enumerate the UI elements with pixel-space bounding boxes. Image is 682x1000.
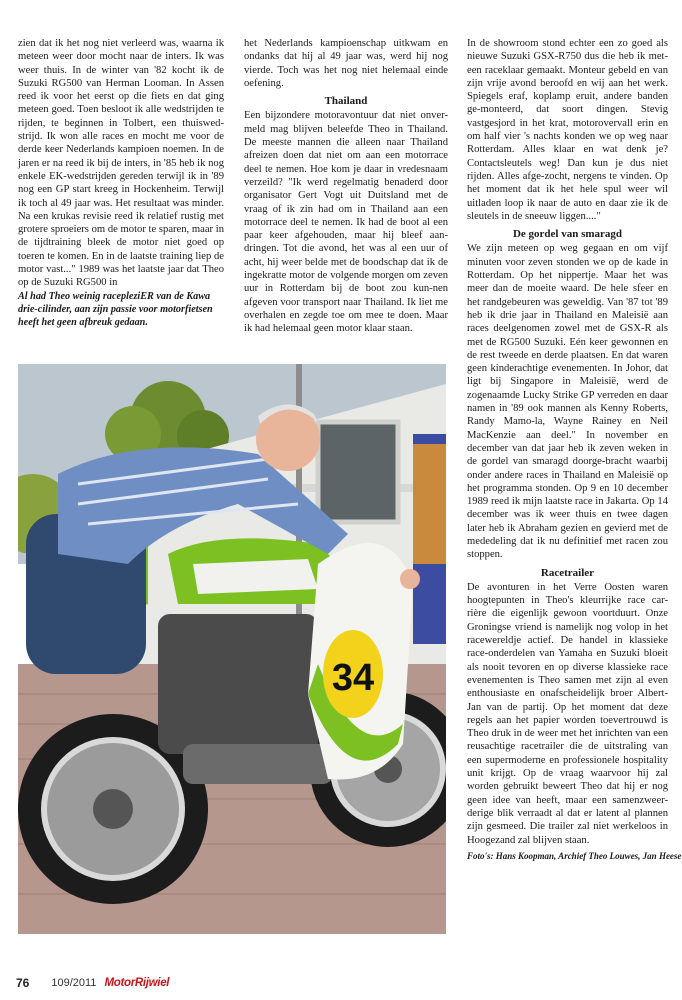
section-heading-thailand: Thailand [324,95,368,108]
body-paragraph: Een bijzondere motoravontuur dat niet onver-meld mag blijven beleefde Theo in Thailand. De meeste mannen die alleen naar Thailand afreizen doen dat niet om aan een motorrace deel te nemen. Hoe kom je daar in vredesnaam verzeild? "Ik werd regelmatig benaderd door organisator Gert Vogt uit Duitsland met de vraag of ik zin had om in Thailand aan een motorrace deel te nemen. Ik had de boot al een paar keer afgehouden, maar hij bleef aan-dringen. Tot die avond, het was al een uur of acht, hij weer belde met de boodschap dat ik de ingekratte motor de volgende morgen om zeven uur in Rotterdam bij de boot zou kun-nen afgeven voor transport naar Thailand. Ik liet me overhalen en zegde toe om mee te doen. Maar ik had helemaal geen motor klaar staan. [244,110,448,335]
race-number: 34 [331,657,375,699]
page-number: 76 [16,976,30,990]
body-paragraph: De avonturen in het Verre Oosten waren hoogtepunten in Theo's kleurrijke race car-rière die eigenlijk gewoon voortduurt. Onze Groningse vriend is namelijk nog volop in het racewereldje actief. De handel in klassieke race-onderdelen van Yamaha en Suzuki bloeit als nooit tevoren en op diverse klassieke race evenementen is Theo samen met zijn al even enthousiaste en onafscheidelijk broer Albert-Jan van de partij. Op het moment dat deze regels aan het papier worden toevertrouwd is Theo druk in de weer met het inrichten van een reusachtige racetrailer die de uitstraling van een supermoderne en professionele hospitality unit krijgt. Op de vraag waarvoor hij zal worden gebruikt beweert Theo dat hij er nog geen idee van heeft, maar een samenzweer-derige blik verraadt al dat er latent al plannen zijn gesmeed. Die trailer zal niet werkeloos in Hoogezand zal blijven staan. [467,581,668,846]
motorcycle-photo [18,364,446,934]
text-column-2 [244,37,448,336]
body-paragraph: zien dat ik het nog niet verleerd was, waarna ik meteen weer door mocht naar de inters. Ik was weer thuis. In de winter van '82 kocht ik de Suzuki RG500 van Herman Looman. In Assen reed ik voor het eerst op die fiets en dat ging meteen goed. Toen besloot ik alle wedstrijden te rijden, te beginnen in Tolbert, een thuiswed-strijd. Ik won alle races en mocht me voor de derde keer Nederlands kampioen noemen. In de jaren er na reed ik bij de inters, in '85 heb ik nog enkele EK-wedstrijden gereden terwijl ik in '89 nog een GP start kreeg in Hockenheim. Terwijl ik toch al 49 jaar was. Het resultaat was minder. Na een krukas revisie reed ik relatief rustig met grotere sproeiers om de motor te sparen, maar in de tijdtraining bleek de motor niet goed op toeren te komen. En in de laatste training liep de motor vast..." 1989 was het laatste jaar dat Theo op de Suzuki RG500 in [18,38,224,289]
body-paragraph: We zijn meteen op weg gegaan en om vijf minuten voor zeven stonden we op de kade in Rotterdam. Op het nippertje. Maar het was meer dan de moeite waard. De hele sfeer en het randgebeuren was geweldig. Van '87 tot '89 heb ik drie jaar in Thailand en Maleisië aan races deelgenomen zowel met de GSX-R als met de RG500 Suzuki. Eén keer gewonnen en de rest tweede en derde plaatsen. En dat waren geen kinderachtige evenementen. In Johor, dat ligt bij Singapore in Maleisië, werd de zogenaamde Lucky Strike GP verreden en daar namen in '89 ook mannen als Kenny Roberts, Randy Mamo-la, Wayne Rainey en Neil MacKenzie aan deel." In november en december van dat jaar heb ik zeven weken in de gordel van smaragd doorge-bracht waarbij onder andere races in Thailand en Maleisië op het programma stonden. Op 9 en 10 december 1989 reed ik mijn laatste race in Jakarta. Op 14 december was ik weer thuis en twee dagen later heb ik Abraham gezien en gevierd met de mededeling dat ik nu definitief met racen zou stoppen. [467,243,668,561]
photo-caption: Al had Theo weinig racepleziER van de Kawa drie-cilinder, aan zijn passie voor motorfietsen heeft het geen afbreuk gedaan. [18,290,213,328]
magazine-logo: MotorRijwiel [104,977,170,989]
photo-credits: Foto's: Hans Koopman, Archief Theo Louwes, Jan Heese [467,850,682,861]
section-heading-racetrailer: Racetrailer [540,566,595,579]
text-column-1 [18,37,224,329]
body-paragraph: het Nederlands kampioenschap uitkwam en ondanks dat hij al 49 jaar was, werd hij nog vierde. Toch was het nog niet helemaal einde oefening. [244,38,448,89]
text-column-3 [467,37,682,863]
issue-number: 109/2011 [51,977,97,989]
section-heading-gordel: De gordel van smaragd [512,228,623,241]
page-footer [16,974,169,992]
body-paragraph: In de showroom stond echter een zo goed als nieuwe Suzuki GSX-R750 dus die heb ik met-een raceklaar gemaakt. Monteur gebeld en van zijn vrije avond beroofd en wij aan het werk. Spiegels eraf, koplamp eruit, andere banden ge-monteerd, dat soort dingen. Stevig vastgesjord in het krat, motorovervall erin en om half vier 's nachts konden we op weg naar Rotterdam. Alles klaar en wat denk je? Contactsleutels weg! Dan kun je dus niet rijden. Alles afge-zocht, nergens te vinden. Op het moment dat ik het hele spul weer wil uitladen loop ik naar de auto en daar zie ik de sleutels in de sneeuw liggen...." [467,38,668,222]
